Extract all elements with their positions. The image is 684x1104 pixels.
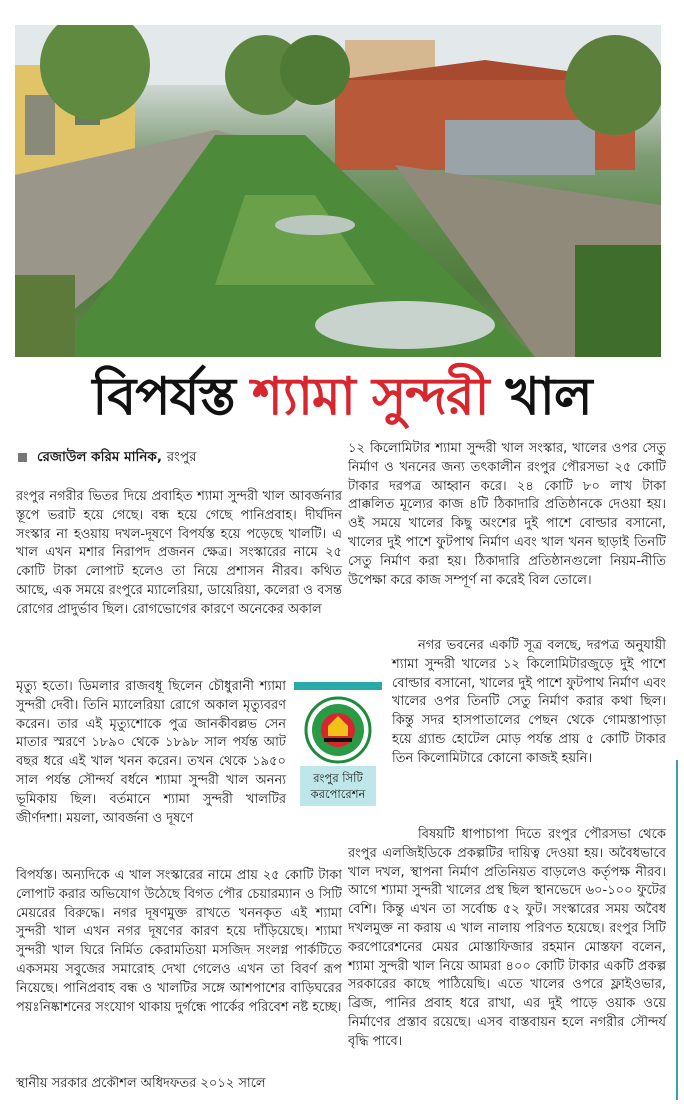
headline-part-1: বিপর্যস্ত (92, 367, 235, 427)
byline-place: রংপুর (166, 449, 197, 465)
byline (18, 446, 338, 468)
paragraph: ১২ কিলোমিটার শ্যামা সুন্দরী খাল সংস্কার, খালের ওপর সেতু নির্মাণ ও খননের জন্য তৎকালীন রংপুর পৌরসভা ২৫ কোটি টাকার দরপত্র আহ্বান করে। ২৪ কোটি ৮০ লাখ টাকা প্রাক্কলিত মূল্যের কাজ ৪টি ঠিকাদারি প্রতিষ্ঠানকে দেওয়া হয়। ওই সময়ে খালের কিছু অংশের দুই পাশে বোল্ডার বসানো, খালের দুই পাশে ফুটপাথ নির্মাণ এবং খাল খনন ছাড়াই তিনটি সেতু নির্মাণ করা হয়। ঠিকাদারি প্রতিষ্ঠানগুলো নিয়ম-নীতি উপেক্ষা করে কাজ সম্পূর্ণ না করেই বিল তোলে। (348, 441, 666, 588)
column-right-p3 (348, 826, 666, 1052)
headline-highlight: শ্যামা সুন্দরী (251, 367, 489, 427)
city-corporation-logo-box (294, 682, 382, 810)
paragraph: রংপুর নগরীর ভিতর দিয়ে প্রবাহিত শ্যামা সুন্দরী খাল আবর্জনার স্তূপে ভরাট হয়ে গেছে। বন্ধ হয়ে গেছে পানিপ্রবাহ। দীর্ঘদিন সংস্কার না হওয়ায় দখল-দূষণে বিপর্যস্ত হয়ে পড়েছে খালটি। এ খাল এখন মশার নিরাপদ প্রজনন ক্ষেত্র। সংস্কারের নামে ২৫ কোটি টাকা লোপাট হলেও তা নিয়ে প্রশাসন নীরব। কথিত আছে, এক সময়ে রংপুরে ম্যালেরিয়া, ডায়েরিয়া, কলেরা ও বসন্ত রোগের প্রাদুর্ভাব ছিল। রোগভোগের কারণে অনেকের অকাল (16, 489, 342, 617)
column-left-p3 (16, 867, 342, 1017)
column-divider (676, 760, 678, 1100)
logo-accent-bar (294, 682, 382, 690)
paragraph: মৃত্যু হতো। ডিমলার রাজবধূ ছিলেন চৌধুরানী শ্যামা সুন্দরী দেবী। তিনি ম্যালেরিয়া রোগে অকাল মৃত্যুবরণ করেন। তার এই মৃত্যুশোকে পুত্র জানকীবল্লভ সেন মাতার স্মরণে ১৮৯০ থেকে ১৮৯৮ সাল পর্যন্ত আট বছর ধরে এই খাল খনন করেন। তখন থেকে ১৯৫০ সাল পর্যন্ত সৌন্দর্য বর্ধনে শ্যামা সুন্দরী খাল অনন্য ভূমিকায় ছিল। বর্তমানে শ্যামা সুন্দরী খালটির জীর্ণদশা। ময়লা, আবর্জনা ও দূষণে (16, 679, 286, 826)
column-left-p4 (16, 1075, 342, 1094)
column-left-p2 (16, 678, 286, 828)
canal-photo-illustration (15, 25, 661, 357)
byline-author: রেজাউল করিম মানিক, (37, 449, 163, 465)
logo-caption: রংপুর সিটি করপোরেশন (300, 766, 376, 806)
column-right-p2 (392, 637, 666, 769)
headline-part-2: খাল (505, 367, 592, 427)
paragraph: বিষয়টি ধাপাচাপা দিতে রংপুর পৌরসভা থেকে রংপুর এলজিইডিকে প্রকল্পটির দায়িত্ব দেওয়া হয়। অবৈধভাবে খাল দখল, স্থাপনা নির্মাণ প্রতিনিয়ত বাড়লেও কর্তৃপক্ষ নীরব। আগে শ্যামা সুন্দরী খালের প্রস্থ ছিল স্থানভেদে ৬০-১০০ ফুটের বেশি। কিন্তু এখন তা সর্বোচ্চ ৫২ ফুট। সংস্কারের সময় অবৈধ দখলমুক্ত না করায় এ খাল নালায় পরিণত হয়েছে। রংপুর সিটি করপোরেশনের মেয়র মোস্তাফিজার রহমান মোস্তফা বলেন, শ্যামা সুন্দরী খাল নিয়ে আমরা ৪০০ কোটি টাকার একটি প্রকল্প সরকারের কাছে পাঠিয়েছি। এতে খালের ওপরে ফ্লাইওভার, ব্রিজ, পানির প্রবাহ ধরে রাখা, এর দুই পাড়ে ওয়াক ওয়ে নির্মাণের প্রস্তাব রয়েছে। এসব বাস্তবায়ন হলে নগরীর সৌন্দর্য বৃদ্ধি পাবে। (348, 827, 666, 1049)
city-corporation-seal-icon (304, 696, 372, 764)
canal-photo (15, 25, 661, 357)
paragraph: বিপর্যস্ত। অন্যদিকে এ খাল সংস্কারের নামে প্রায় ২৫ কোটি টাকা লোপাট করার অভিযোগ উঠেছে বিগত পৌর চেয়ারম্যান ও সিটি মেয়রের বিরুদ্ধে। নগর দূষণমুক্ত রাখতে খননকৃত এই শ্যামা সুন্দরী খাল এখন নগর দূষণের কারণ হয়ে দাঁড়িয়েছে। শ্যামা সুন্দরী খাল ঘিরে নির্মিত কেরামতিয়া মসজিদ সংলগ্ন পার্কটিতে একসময় সবুজের সমারোহ দেখা গেলেও এখন তা বিবর্ণ রূপ নিয়েছে। পানিপ্রবাহ বন্ধ ও খালটির সঙ্গে আশপাশের বাড়িঘরের পয়ঃনিষ্কাশনের সংযোগ থাকায় দুর্গন্ধে পার্কের পরিবেশ নষ্ট হচ্ছে। (16, 868, 342, 1015)
headline (0, 362, 684, 432)
column-left-p1 (16, 488, 342, 620)
paragraph: স্থানীয় সরকার প্রকৌশল অধিদফতর ২০১২ সালে (16, 1076, 266, 1091)
paragraph: নগর ভবনের একটি সূত্র বলছে, দরপত্র অনুযায়ী শ্যামা সুন্দরী খালের ১২ কিলোমিটারজুড়ে দুই পাশে বোল্ডার বসানো, খালের দুই পাশে ফুটপাথ নির্মাণ এবং খালের ওপর তিনটি সেতু নির্মাণ করার কথা ছিল। কিন্তু সদর হাসপাতালের পেছন থেকে গোমস্তাপাড়া হয়ে গ্র্যান্ড হোটেল মোড় পর্যন্ত প্রায় ৫ কোটি টাকার তিন কিলোমিটারে কোনো কাজই হয়নি। (392, 638, 666, 766)
column-right-p1 (348, 440, 666, 590)
byline-square-icon (18, 453, 27, 462)
